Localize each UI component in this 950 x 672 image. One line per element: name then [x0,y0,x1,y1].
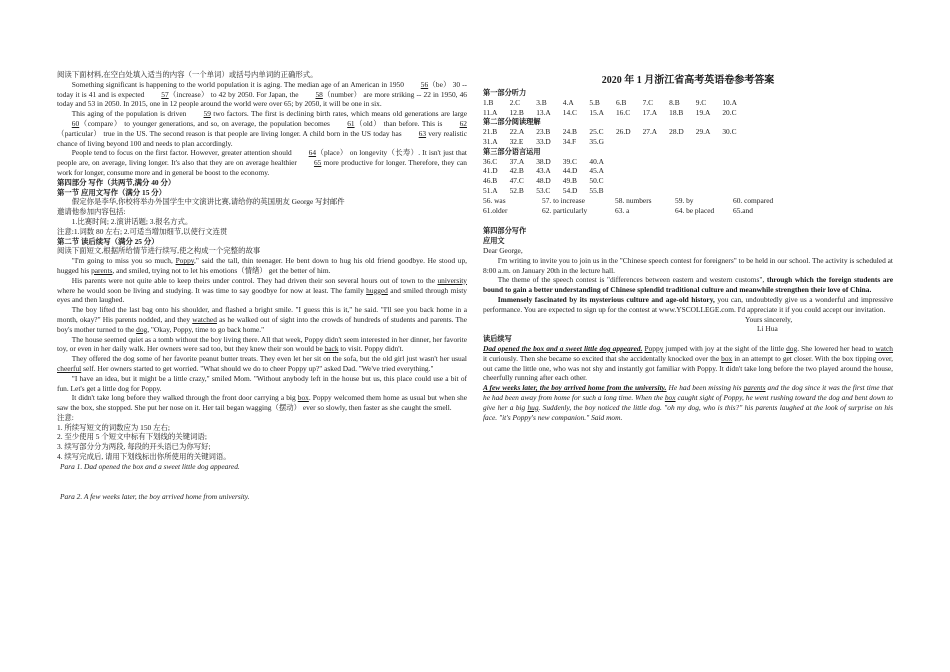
part-four-heading: 第四部分 写作（共两节,满分 40 分） [57,177,176,187]
answer-cell: 25.C [589,127,604,137]
answer-cell: 47.C [509,176,524,186]
writing-task-line: 假定你是李华,你校将举办外国学生中文演讲比赛,请给你的英国朋友 George 写封邮件 [71,197,345,207]
answer-cell: 53.C [536,185,551,195]
answer-cell: 3.B [536,97,547,107]
key-word: cheerful [57,363,82,373]
story-paragraph [57,305,467,334]
answer-cell: 12.B [509,107,524,117]
story-paragraph [57,335,467,355]
blank-63[interactable]: 63 [418,128,427,138]
key-word: parents [91,265,113,275]
text: in an attempt to get closer. With the box tipping over, out came the little one, who was not shy and instantly got familiar with Poppy. It didn't take long before the two played around the house, cheerfully running after each other. [483,353,893,383]
answer-cell: 48.D [536,176,551,186]
exam-left-column [57,70,467,501]
text: The boy lifted the last bag onto his shoulder, and flashed a bright smile. "I guess this is it," he said. "I'll see you back home in a month, okay?" His parents nodded, and they [57,305,467,324]
blank-58[interactable]: 58 [315,89,323,99]
answer-cell: 7.C [642,97,654,107]
story-paragraph [57,393,467,413]
text: to visit. Poppy didn't. [338,344,404,354]
story-paragraph: "I have an idea, but it might be a little crazy," smiled Mom. "Without anybody left in the house but us, this place could use a bit of fun. Let's get a little dog for Poppy. [57,373,467,393]
answer-cell: 37.A [509,156,525,166]
answer-cell: 32.E [509,136,524,146]
answer-cell: 23.B [536,127,551,137]
answer-cell: 4.A [562,97,574,107]
answer-cell: 8.B [669,97,680,107]
reading-answers [483,127,893,147]
answer-row [483,127,893,137]
answer-cell: 34.F [562,136,577,146]
text: （particular） true in the US. The second reason is that people are living longer. A child born in the US today has [57,128,404,138]
story-paragraph [57,354,467,374]
section-one-heading: 第一节 应用文写作（满分 15 分） [57,187,167,197]
continuation-paragraph-1 [483,344,893,383]
key-word: dog [136,324,148,334]
answer-cell: 30.C [722,127,737,137]
answer-cell: 61.older [483,205,508,215]
answer-cell: 57. to increase [542,195,585,205]
lead-sentence: A few weeks later, the boy arrived home from the university. [483,383,667,393]
key-word: hug [527,402,539,412]
key-word: Poppy [644,343,664,353]
writing-task-line: 邀请他参加内容包括: [57,207,126,217]
blank-59[interactable]: 59 [203,109,211,119]
answer-cell: 50.C [589,176,604,186]
answer-cell: 27.A [642,127,658,137]
answer-cell: 16.C [615,107,631,117]
text: The house seemed quiet as a tomb without the boy living there. All that week, Poppy didn't seem interested in her dinner, her favorite toy, or even in her daily walk. Her owners were sad too, but they knew their son would be [57,334,467,354]
listening-answers [483,98,893,118]
answer-cell: 29.A [695,127,711,137]
answer-key-column [483,74,893,422]
practical-writing-heading: 应用文 [483,236,505,246]
answer-cell: 13.A [536,107,551,117]
language-use-answers [483,157,893,196]
part-four-heading: 第四部分写作 [483,226,527,236]
answer-cell: 59. by [675,195,694,205]
letter-greeting: Dear George, [483,245,523,255]
answer-cell: 43.A [536,166,551,176]
answer-cell: 56. was [483,195,506,205]
text: . Poppy welcomed them home as usual but when she saw the box, she stopped. She put her nose on it. Her tail began wagging（摆动） ever so slowly, then faster as she caught the smell. [57,393,468,413]
text: The theme of the speech contest is "differences between eastern and western customs", [497,275,767,285]
section-two-heading: 第二节 读后续写（满分 25 分） [57,236,159,246]
note-item: 1. 所续写短文的词数应为 150 左右; [57,422,170,432]
answer-row [483,196,893,206]
answer-cell: 58. numbers [615,195,652,205]
notes-title: 注意: [57,412,74,422]
answer-cell: 51.A [483,185,498,195]
answer-cell: 17.A [642,107,658,117]
text: （number） are more striking -- 22 in 1950, 46 today and 53 in 2050. In 2015, one in 12 people around the world were over 65; by 2050, it will be one in six. [57,89,467,109]
blank-60[interactable]: 60 [71,118,80,128]
answer-cell: 38.D [536,156,551,166]
answer-cell: 49.B [562,176,577,186]
answer-cell: 9.C [695,97,707,107]
answer-key-title: 2020 年 1 月浙江省高考英语卷参考答案 [601,75,775,86]
continuation-para-1-prompt: Para 1. Dad opened the box and a sweet little dog appeared. [60,461,240,471]
answer-row [483,176,893,186]
text: They offered the dog some of her favorite peanut butter treats. They even let her sit on the sofa, but the old girl just wasn't her usual [71,354,467,364]
cloze-paragraph-1 [57,80,467,109]
answer-cell: 15.A [589,107,604,117]
text: . She lowered her head to [797,343,876,353]
continuation-paragraph-2 [483,383,893,422]
text: It didn't take long before they walked through the front door carrying a big [71,393,298,403]
answer-cell: 54.D [562,185,578,195]
blank-61[interactable]: 61 [347,118,355,128]
answer-cell: 20.C [722,107,737,117]
key-word: box [297,393,309,403]
text: （be） 30 -- today it is 41 and is expected [57,79,468,99]
text: jumped with joy at the sight of the little [663,343,787,353]
blank-64[interactable]: 64 [308,148,317,158]
story-paragraph [57,256,467,276]
answer-row [483,98,893,108]
answer-cell: 21.B [483,127,498,137]
text: （compare） to younger generations, and so, on average, the population becomes [79,118,333,128]
text: where he would soon be living and studying. It was time to say goodbye for now at least. The family [57,285,367,295]
answer-row [483,206,893,216]
text: it curiously. Then she became so excited that she accidentally knocked over the [483,353,722,363]
answer-cell: 35.G [589,136,604,146]
key-word: back [324,344,339,354]
answer-cell: 45.A [589,166,604,176]
key-word: box [721,353,733,363]
answer-cell: 26.D [615,127,631,137]
answer-cell: 46.B [483,176,498,186]
answer-cell: 62. particularly [542,205,588,215]
part-two-heading: 第二部分阅读理解 [483,117,541,127]
answer-cell: 5.B [589,97,600,107]
note-item: 4. 续写完成后, 请用下划线标出你所使用的关键词语。 [57,452,231,462]
key-word: Poppy [175,256,194,266]
letter-signature: Li Hua [757,324,778,334]
writing-task-line: 1.比赛时间; 2.演讲话题; 3.报名方式。 [71,216,193,226]
letter-closing: Yours sincerely, [745,314,793,324]
answer-row [483,108,893,118]
letter-paragraph [483,275,893,295]
blank-56[interactable]: 56 [420,79,429,89]
text: He had been missing his [666,383,744,393]
key-word: box [664,392,676,402]
answer-cell: 63. a [615,205,630,215]
answer-cell: 33.D [536,136,551,146]
answer-cell: 1.B [483,97,494,107]
answer-cell: 39.C [562,156,577,166]
continuation-heading: 读后续写 [483,334,512,344]
highlight-sentence: Immensely fascinated by its mysterious culture and age-old history, [497,294,715,304]
answer-cell: 42.B [509,166,524,176]
text: Something significant is happening to the world population it is aging. The median age of an American in 1950 [71,79,406,89]
text: and smiled through misty eyes and then laughed. [57,285,467,305]
answer-cell: 60. compared [733,195,774,205]
answer-cell: 19.A [695,107,711,117]
answer-cell: 11.A [483,107,498,117]
text: People tend to focus on the first factor. However, greater attention should [71,148,294,158]
text: more productive for longer. Therefore, they can work for longer, consume more and in general be boost to the economy. [57,158,467,177]
key-word: university [437,275,467,285]
grammar-fill-answers [483,196,893,216]
answer-row [483,137,893,147]
answer-row [483,186,893,196]
text: His parents were not quite able to keep theirs under control. They had driven their son several hours out of town to the [71,275,438,285]
answer-cell: 36.C [483,156,498,166]
answer-cell: 18.B [669,107,684,117]
writing-space[interactable] [57,472,467,492]
answer-cell: 6.B [615,97,627,107]
story-paragraph [57,276,467,305]
highlight-sentence: through which the foreign students are bound to gain a better understanding of Chinese splendid traditional culture and meanwhile strengthen their love of China. [483,275,893,295]
text: （increase） to 42 by 2050. For Japan, the [168,89,301,99]
cloze-paragraph-2 [57,109,467,148]
text: ," said the tall, thin teenager. He bent down to hug his old friend goodbye. He stood up, hugged his [57,256,467,275]
blank-65[interactable]: 65 [313,158,322,168]
cloze-paragraph-3 [57,148,467,177]
continuation-instruction: 阅读下面短文,根据所给情节进行续写,使之构成一个完整的故事 [57,246,261,256]
letter-paragraph [483,295,893,315]
lead-sentence: Dad opened the box and a sweet little dog appeared. [483,343,643,353]
key-word: hugged [366,285,388,295]
blank-62[interactable]: 62 [459,118,467,128]
letter-paragraph: I'm writing to invite you to join us in the "Chinese speech contest for foreigners" to be held in our school. The activity is scheduled at 8:00 a.m. on January 20th in the lecture hall. [483,255,893,275]
answer-cell: 22.A [509,127,525,137]
key-word: dog [786,343,798,353]
part-three-heading: 第三部分语言运用 [483,146,541,156]
note-item: 2. 至少使用 5 个短文中标有下划线的关键词语; [57,432,207,442]
text: "I'm going to miss you so much, [71,256,176,266]
text: . Suddenly, the boy noticed the little dog. "oh my dog, who is this?" his parents laughed at the look of surprise on his face. "it's Poppy's new companion." Said mom. [483,402,893,422]
answer-cell: 28.D [669,127,684,137]
note-item: 3. 续写部分分为两段, 每段的开头语已为你写好; [57,442,211,452]
key-word: watch [875,343,893,353]
answer-cell: 65.and [733,205,753,215]
answer-cell: 40.A [589,156,604,166]
text: This aging of the population is driven [71,109,189,119]
answer-cell: 55.B [589,185,604,195]
answer-cell: 41.D [483,166,498,176]
answer-cell: 44.D [562,166,578,176]
key-word: watched [192,314,217,324]
text: caught sight of Poppy, he went rushing toward the dog and bent down to give her a big [483,392,894,412]
spacer [483,215,893,226]
answer-row [483,166,893,176]
text: very realistic chance of living beyond 100 and needs to plan accordingly. [57,128,467,148]
answer-cell: 52.B [509,185,524,195]
key-word: parents [743,383,766,393]
continuation-para-2-prompt: Para 2. A few weeks later, the boy arrived home from university. [60,491,250,501]
writing-task-line: 注意:1.词数 80 左右; 2.可适当增加细节,以使行文连贯 [57,226,228,236]
part-one-heading: 第一部分听力 [483,88,527,97]
answer-row [483,157,893,167]
answer-cell: 24.B [562,127,577,137]
text: two factors. The first is declining birth rates, which means old generations are large [210,109,467,119]
answer-cell: 2.C [509,97,521,107]
answer-cell: 10.A [722,97,737,107]
blank-57[interactable]: 57 [161,89,169,99]
text: self. Her owners started to get worried. "What should we do to cheer Poppy up?" asked Dad. "We've tried everything." [81,363,434,373]
text: , "Okay, Poppy, time to go back home." [147,324,265,334]
text: （place） on longevity（长寿）. It isn't just that people are, on average, living longer. It's also that they are on average healthier [57,148,467,168]
text: as he walked out of sight into the crowds of hundreds of students and parents. The boy's mother turned to the [57,314,467,334]
text: you can, undoubtedly give us a wonderful and impressive performance. You are expected to sign up for the contest at www.YSCOLLEGE.com. I'd appreciate it if you could accept our invitation. [483,294,893,314]
answer-cell: 64. be placed [675,205,715,215]
cloze-instruction: 阅读下面材料,在空白处填入适当的内容（一个单词）或括号内单词的正确形式。 [57,70,318,79]
answer-cell: 14.C [562,107,577,117]
text: , and smiled, trying not to let his emotions（情绪） get the better of him. [112,265,331,275]
answer-cell: 31.A [483,136,498,146]
text: （old） than before. This is [354,118,445,128]
text: and the dog since it was the first time that he had been away from home for such a long time. When the [483,383,894,402]
